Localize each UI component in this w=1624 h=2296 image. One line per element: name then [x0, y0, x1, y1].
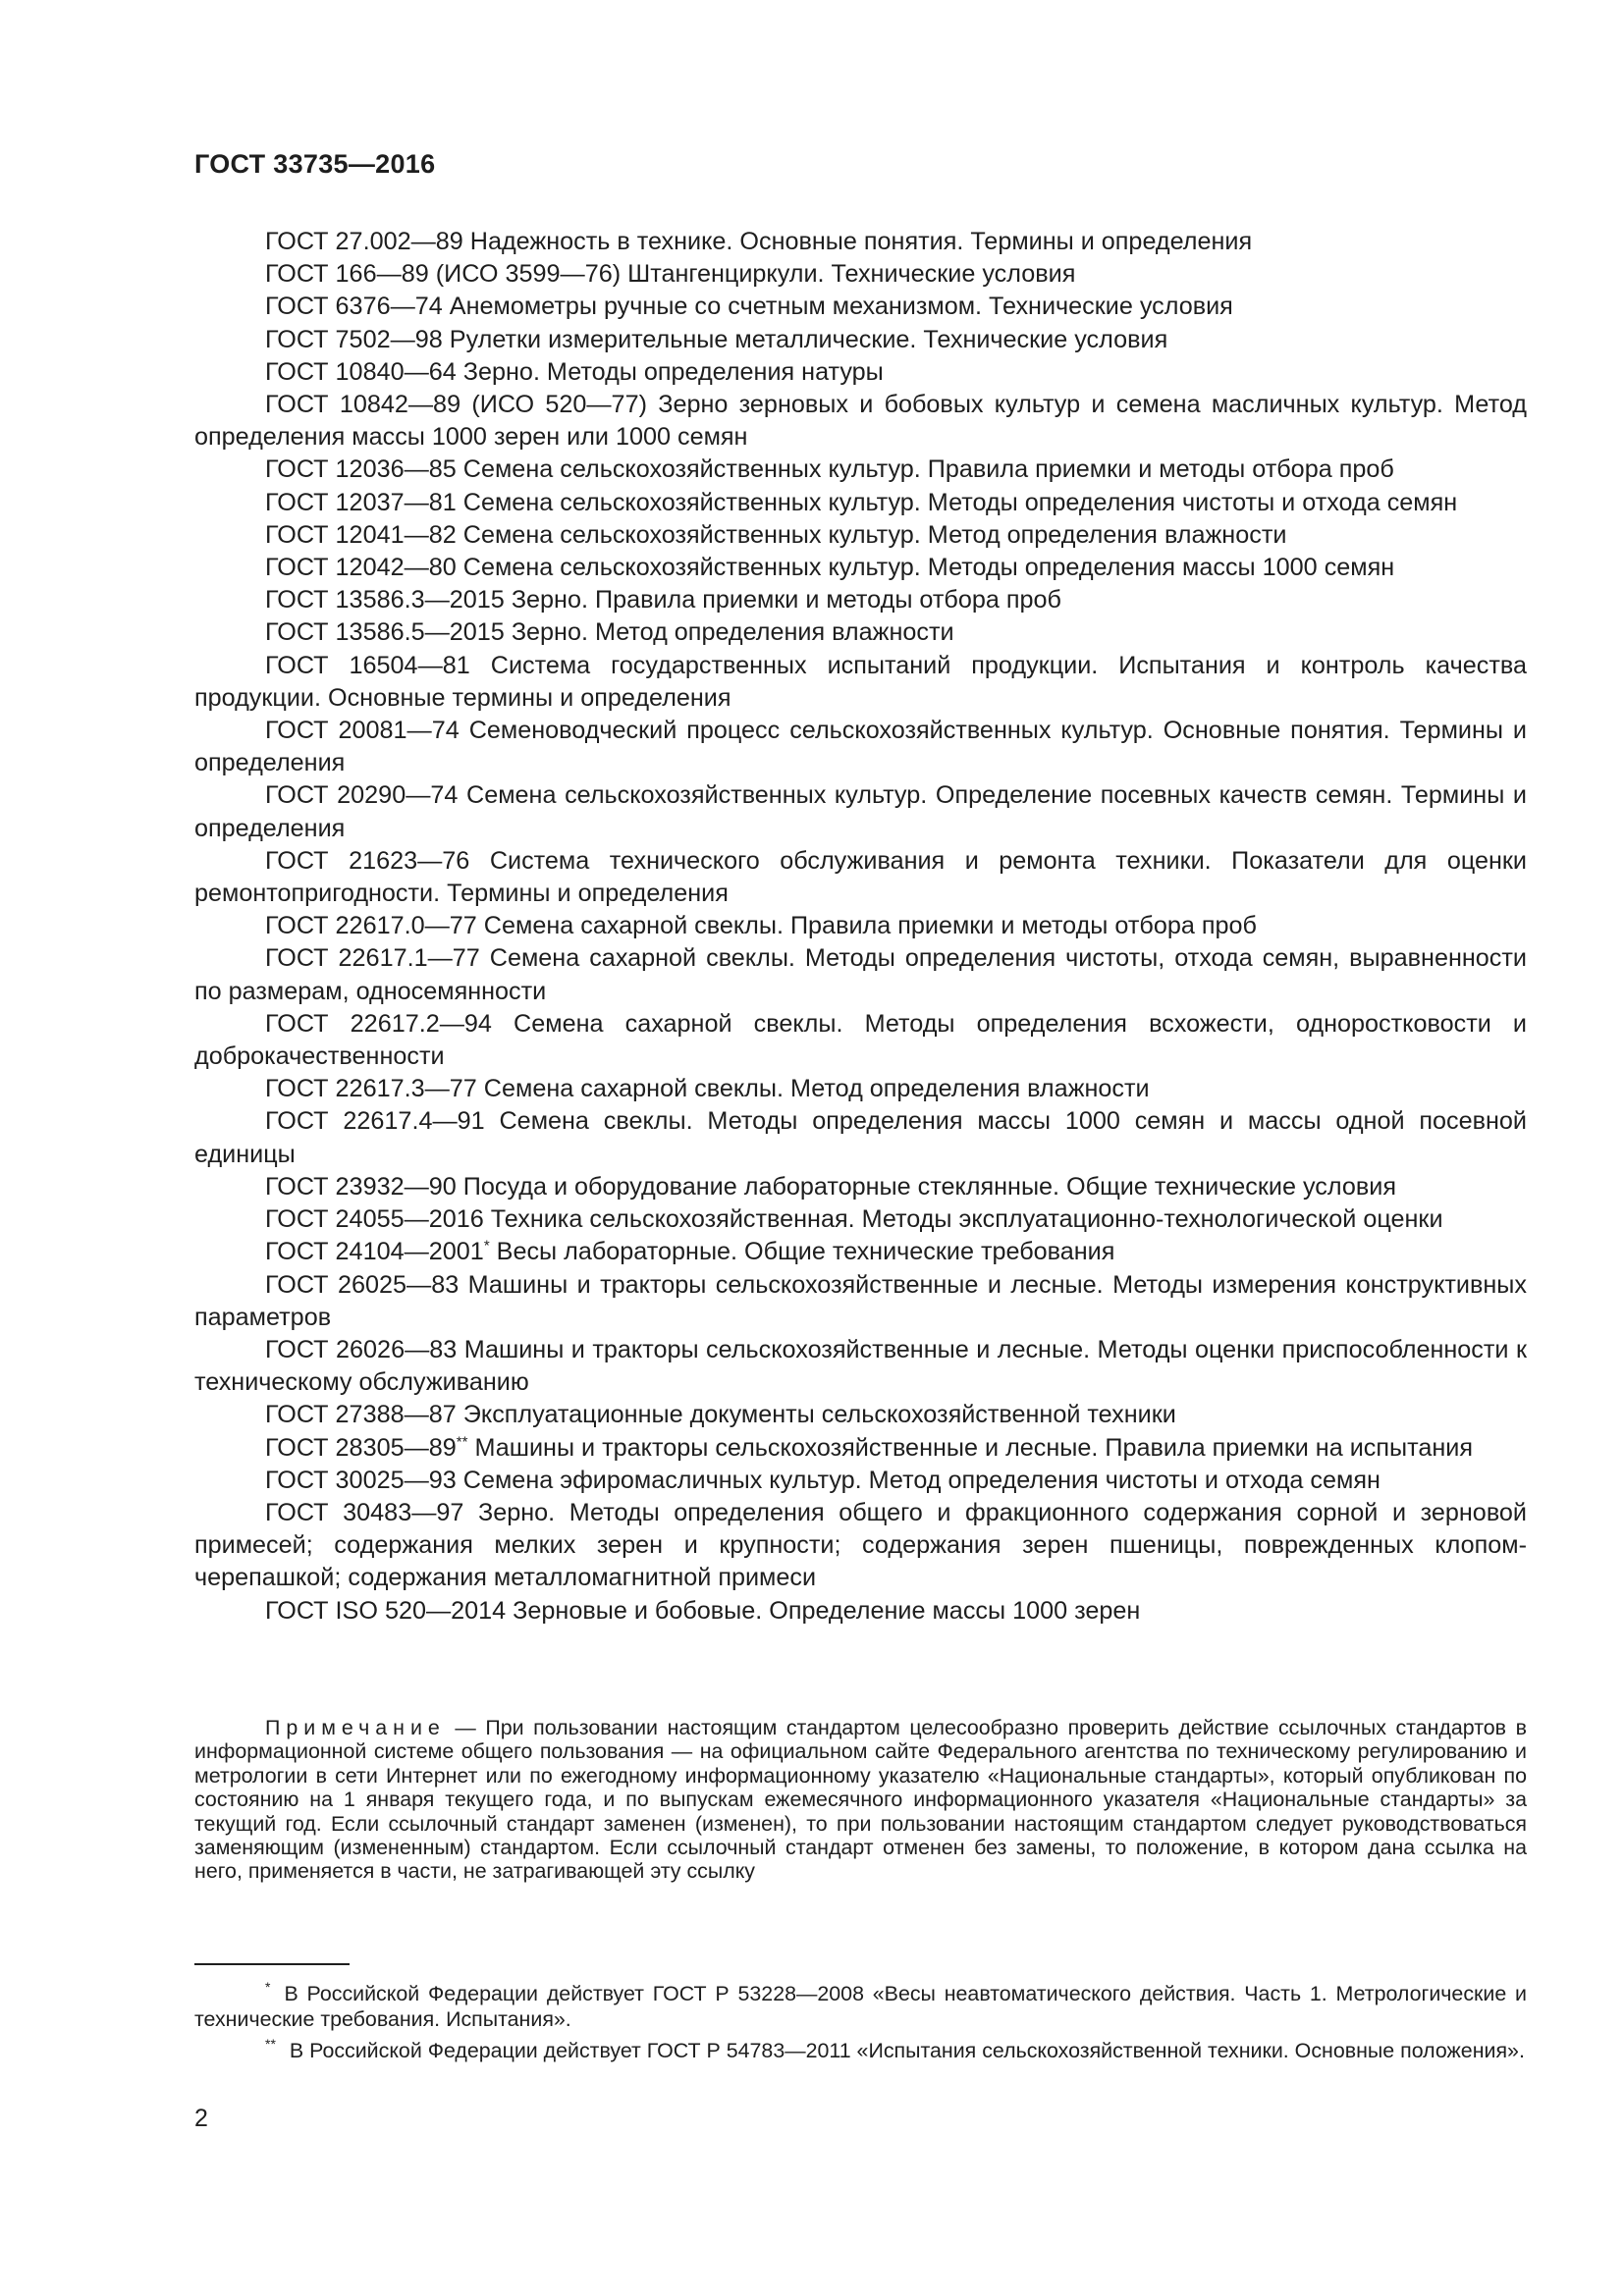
note-text: — При пользовании настоящим стандартом целесообразно проверить действие ссылочных стандартов в информационной системе общего пользования — на официальном сайте Федерального агентства по техническому регулированию и метрологии в сети Интернет или по ежегодному информационному указателю «Национальные стандарты», который опубликован по состоянию на 1 января текущего года, и по выпускам ежемесячного информационного указателя «Национальные стандарты» за текущий год. Если ссылочный стандарт заменен (изменен), то при пользовании настоящим стандартом следует руководствоваться заменяющим (измененным) стандартом. Если ссылочный стандарт отменен без замены, то положение, в котором дана ссылка на него, применяется в части, не затрагивающей эту ссылку	[194, 1716, 1527, 1884]
footnote-mark: *	[483, 1237, 490, 1255]
reference-item: ГОСТ 10840—64 Зерно. Методы определения натуры	[265, 357, 884, 386]
normative-references-list	[194, 226, 1527, 1628]
reference-item: ГОСТ 7502—98 Рулетки измерительные металлические. Технические условия	[265, 325, 1168, 353]
footnotes	[194, 1975, 1527, 2064]
reference-title: Машины и тракторы сельскохозяйственные и лесные. Правила приемки на испытания	[467, 1433, 1473, 1462]
reference-title: Весы лабораторные. Общие технические требования	[489, 1238, 1115, 1266]
reference-item: ГОСТ 21623—76 Система технического обслуживания и ремонта техники. Показатели для оценки ремонтопригодности. Термины и определения	[194, 846, 1527, 908]
footnote-mark: *	[265, 1979, 271, 1995]
reference-code: ГОСТ 24104—2001	[265, 1238, 484, 1266]
page-number: 2	[194, 2105, 208, 2132]
note-label: Примечание	[265, 1716, 446, 1739]
reference-item-with-footnote	[194, 1432, 1527, 1465]
reference-item: ГОСТ 13586.3—2015 Зерно. Правила приемки и методы отбора проб	[265, 586, 1061, 614]
reference-item: ГОСТ 24055—2016 Техника сельскохозяйственная. Методы эксплуатационно-технологической оценки	[265, 1205, 1443, 1234]
reference-item: ГОСТ 13586.5—2015 Зерно. Метод определения влажности	[265, 618, 954, 647]
reference-item: ГОСТ 20081—74 Семеноводческий процесс сельскохозяйственных культур. Основные понятия. Термины и определения	[194, 717, 1527, 777]
footnote-mark: **	[456, 1433, 468, 1451]
footnote-text: В Российской Федерации действует ГОСТ Р 54783—2011 «Испытания сельскохозяйственной техники. Основные положения».	[289, 2039, 1525, 2063]
reference-item: ГОСТ 22617.4—91 Семена свеклы. Методы определения массы 1000 семян и массы одной посевной единицы	[194, 1107, 1527, 1168]
reference-item: ГОСТ 26026—83 Машины и тракторы сельскохозяйственные и лесные. Методы оценки приспособленности к техническому обслуживанию	[194, 1335, 1527, 1397]
reference-item: ГОСТ 26025—83 Машины и тракторы сельскохозяйственные и лесные. Методы измерения конструктивных параметров	[194, 1270, 1527, 1331]
reference-item: ГОСТ 22617.2—94 Семена сахарной свеклы. Методы определения всхожести, одноростковости и доброкачественности	[194, 1009, 1527, 1071]
footnote-item	[194, 2032, 1527, 2064]
reference-item: ГОСТ 30483—97 Зерно. Методы определения общего и фракционного содержания сорной и зерновой примесей; содержания мелких зерен и крупности; содержания зерен пшеницы, поврежденных клопом-черепашкой; содержания металломагнитной примеси	[194, 1498, 1527, 1592]
reference-item: ГОСТ 30025—93 Семена эфиромасличных культур. Метод определения чистоты и отхода семян	[265, 1466, 1380, 1494]
reference-item: ГОСТ 12041—82 Семена сельскохозяйственных культур. Метод определения влажности	[265, 520, 1287, 549]
reference-item: ГОСТ 6376—74 Анемометры ручные со счетным механизмом. Технические условия	[265, 293, 1233, 321]
reference-item: ГОСТ 22617.1—77 Семена сахарной свеклы. Методы определения чистоты, отхода семян, выравненности по размерам, односемянности	[194, 944, 1527, 1005]
reference-item-with-footnote	[194, 1236, 1527, 1268]
reference-item: ГОСТ 23932—90 Посуда и оборудование лабораторные стеклянные. Общие технические условия	[265, 1172, 1396, 1201]
reference-item: ГОСТ 27388—87 Эксплуатационные документы сельскохозяйственной техники	[265, 1401, 1176, 1429]
footnote-separator	[194, 1963, 350, 1965]
reference-item: ГОСТ 12036—85 Семена сельскохозяйственных культур. Правила приемки и методы отбора проб	[265, 455, 1394, 484]
reference-item: ГОСТ 22617.0—77 Семена сахарной свеклы. Правила приемки и методы отбора проб	[265, 912, 1257, 940]
reference-item: ГОСТ ISO 520—2014 Зерновые и бобовые. Определение массы 1000 зерен	[265, 1596, 1141, 1625]
document-header-title: ГОСТ 33735—2016	[194, 149, 436, 179]
reference-item: ГОСТ 166—89 (ИСО 3599—76) Штангенциркули. Технические условия	[265, 260, 1076, 289]
reference-item: ГОСТ 12037—81 Семена сельскохозяйственных культур. Методы определения чистоты и отхода семян	[265, 488, 1458, 516]
reference-item: ГОСТ 20290—74 Семена сельскохозяйственных культур. Определение посевных качеств семян. Термины и определения	[194, 781, 1527, 842]
footnote-text: В Российской Федерации действует ГОСТ Р 53228—2008 «Весы неавтоматического действия. Часть 1. Метрологические и технические требования. Испытания».	[194, 1982, 1527, 2031]
footnote-mark: **	[265, 2036, 276, 2053]
reference-item: ГОСТ 16504—81 Система государственных испытаний продукции. Испытания и контроль качества продукции. Основные термины и определения	[194, 651, 1527, 712]
reference-item: ГОСТ 10842—89 (ИСО 520—77) Зерно зерновых и бобовых культур и семена масличных культур. Метод определения массы 1000 зерен или 1000 семян	[194, 391, 1527, 452]
reference-item: ГОСТ 12042—80 Семена сельскохозяйственных культур. Методы определения массы 1000 семян	[265, 554, 1395, 582]
reference-code: ГОСТ 28305—89	[265, 1433, 457, 1462]
footnote-item	[194, 1975, 1527, 2032]
note-paragraph	[194, 1716, 1527, 1884]
reference-item: ГОСТ 22617.3—77 Семена сахарной свеклы. Метод определения влажности	[265, 1075, 1150, 1103]
reference-item: ГОСТ 27.002—89 Надежность в технике. Основные понятия. Термины и определения	[265, 228, 1253, 255]
